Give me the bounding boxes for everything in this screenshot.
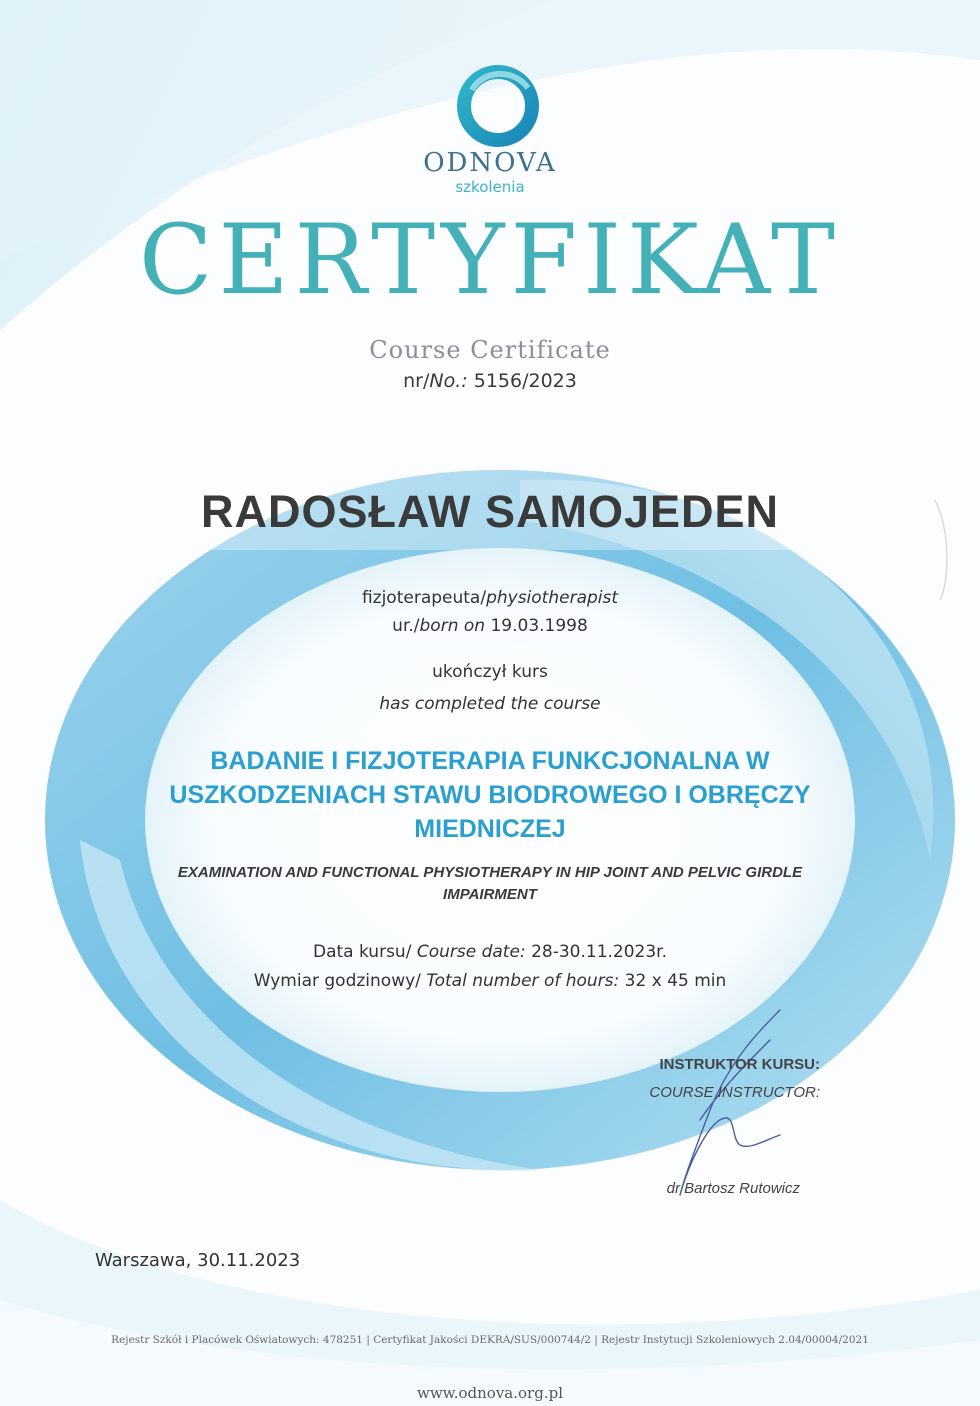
born-date: 19.03.1998 bbox=[490, 616, 588, 636]
hours-value: 32 x 45 min bbox=[624, 971, 727, 991]
completion-en bbox=[0, 694, 980, 714]
course-date bbox=[0, 942, 980, 962]
logo-brand: ODNOVA bbox=[423, 148, 557, 178]
completion-pl: ukończył kurs bbox=[432, 662, 548, 682]
course-title-en-line1: EXAMINATION AND FUNCTIONAL PHYSIOTHERAPY IN HIP JOINT AND PELVIC GIRDLE bbox=[177, 864, 803, 881]
born-en: born on bbox=[419, 616, 486, 636]
instructor-label-pl: INSTRUKTOR KURSU: bbox=[659, 1056, 820, 1073]
instructor-signature bbox=[640, 1000, 820, 1210]
profession-pl: fizjoterapeuta/ bbox=[361, 588, 487, 608]
logo-subtitle: szkolenia bbox=[455, 178, 525, 196]
instructor-name: dr Bartosz Rutowicz bbox=[666, 1180, 800, 1197]
course-hours bbox=[0, 971, 980, 991]
recipient-profession bbox=[0, 588, 980, 608]
certificate-number bbox=[0, 370, 980, 392]
course-title-pl-line2: USZKODZENIACH STAWU BIODROWEGO I OBRĘCZY bbox=[169, 781, 811, 809]
course-title-pl bbox=[110, 744, 870, 846]
number-value: 5156/2023 bbox=[473, 370, 577, 392]
profession-en: physiotherapist bbox=[486, 588, 619, 608]
recipient-name: RADOSŁAW SAMOJEDEN bbox=[200, 486, 780, 537]
born-pl: ur./ bbox=[392, 616, 420, 636]
date-label-en: Course date: bbox=[416, 942, 526, 962]
hours-label-pl: Wymiar godzinowy/ bbox=[253, 971, 421, 991]
certificate-subtitle: Course Certificate bbox=[369, 336, 611, 364]
website-link[interactable]: www.odnova.org.pl bbox=[417, 1384, 563, 1402]
date-label-pl: Data kursu/ bbox=[312, 942, 412, 962]
date-value: 28-30.11.2023r. bbox=[531, 942, 668, 962]
hours-label-en: Total number of hours: bbox=[426, 971, 620, 991]
certificate-title: CERTYFIKAT bbox=[139, 204, 841, 316]
recipient-born bbox=[0, 616, 980, 636]
course-title-pl-line1: BADANIE I FIZJOTERAPIA FUNKCJONALNA W bbox=[210, 747, 770, 775]
registry-info: Rejestr Szkół i Placówek Oświatowych: 478251 | Certyfikat Jakości DEKRA/SUS/000744/2 | Rejestr Instytucji Szkoleniowych 2.04/00004/2021 bbox=[111, 1334, 869, 1346]
number-prefix-en: No.: bbox=[429, 370, 468, 392]
odnova-logo-icon bbox=[452, 60, 544, 152]
completion-en-text: has completed the course bbox=[379, 694, 601, 714]
number-prefix-pl: nr/ bbox=[403, 370, 430, 392]
course-title-en bbox=[110, 862, 870, 906]
course-title-en-line2: IMPAIRMENT bbox=[443, 886, 537, 903]
issue-place-date: Warszawa, 30.11.2023 bbox=[95, 1250, 301, 1271]
instructor-label-en: COURSE INSTRUCTOR: bbox=[649, 1084, 820, 1101]
course-title-pl-line3: MIEDNICZEJ bbox=[414, 815, 566, 843]
